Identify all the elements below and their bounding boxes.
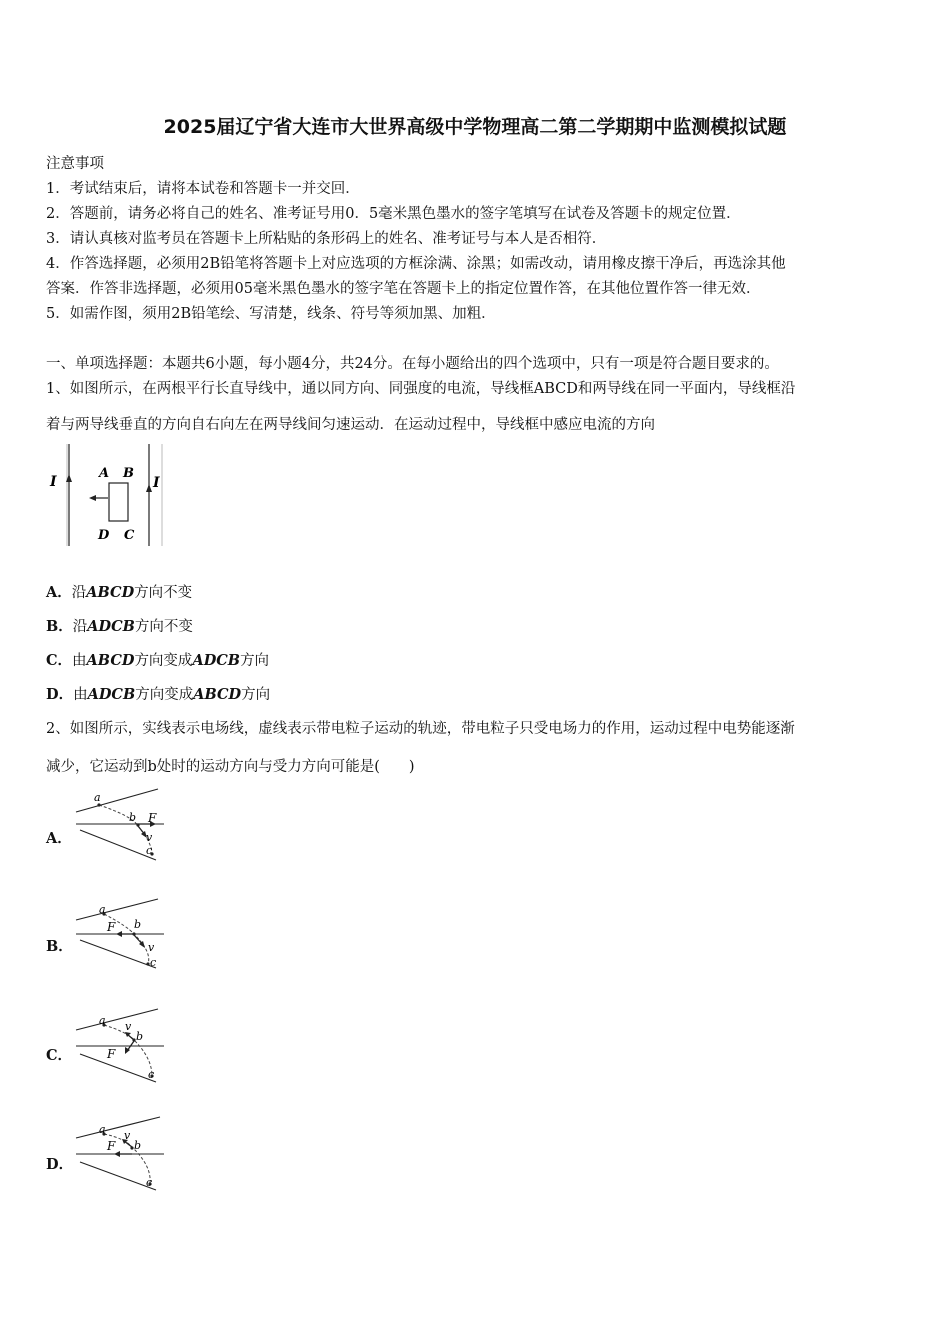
q1-wire-frame-figure <box>44 440 174 552</box>
q2c-force-F: F <box>107 1047 116 1061</box>
q2-option-a-figure <box>72 788 172 864</box>
q1-current-label-left: I <box>50 474 57 490</box>
q2-option-c-figure <box>72 1006 172 1084</box>
q2b-point-a: a <box>99 903 106 916</box>
q2c-point-c: c <box>148 1068 155 1081</box>
q2a-force-F: F <box>148 811 157 825</box>
q2d-velocity-v: v <box>124 1129 131 1142</box>
q2d-force-F: F <box>107 1139 116 1153</box>
q2b-point-b: b <box>134 918 142 931</box>
section-heading: 一、单项选择题：本题共6小题，每小题4分，共24分。在每小题给出的四个选项中，只有一项是符合题目要求的。 <box>46 356 779 372</box>
q2a-point-c: c <box>146 844 153 857</box>
q2-option-d-label[interactable]: D． <box>46 1156 74 1173</box>
q1-stem-line2: 着与两导线垂直的方向自右向左在两导线间匀速运动．在运动过程中，导线框中感应电流的方向 <box>46 417 655 433</box>
q1-vertex-B: B <box>123 466 134 481</box>
q2-option-b-label[interactable]: B． <box>46 938 73 955</box>
q1-current-label-right: I <box>153 475 160 491</box>
q2a-point-b: b <box>129 811 137 824</box>
q2d-point-b: b <box>134 1139 142 1152</box>
q2-stem-line1: 2、如图所示，实线表示电场线，虚线表示带电粒子运动的轨迹，带电粒子只受电场力的作用，运动过程中电势能逐渐 <box>46 721 795 737</box>
q2d-point-c: c <box>146 1176 153 1189</box>
page-title: 2025届辽宁省大连市大世界高级中学物理高二第二学期期中监测模拟试题 <box>163 116 787 138</box>
notice-item-4-cont: 答案．作答非选择题，必须用05毫米黑色墨水的签字笔在答题卡上的指定位置作答，在其他位置作答一律无效． <box>46 281 761 297</box>
notice-item-4: 4．作答选择题，必须用2B铅笔将答题卡上对应选项的方框涂满、涂黑；如需改动，请用橡皮擦干净后，再选涂其他 <box>46 256 786 272</box>
q2b-force-F: F <box>107 920 116 934</box>
q2c-point-b: b <box>136 1030 144 1043</box>
q1-stem-line1: 1、如图所示，在两根平行长直导线中，通以同方向、同强度的电流，导线框ABCD和两导线在同一平面内，导线框沿 <box>46 381 796 397</box>
q2-stem-line2: 减少，它运动到b处时的运动方向与受力方向可能是( ) <box>46 759 415 775</box>
q2-option-d-figure <box>72 1114 172 1192</box>
q1-vertex-D: D <box>98 528 110 543</box>
q2a-point-a: a <box>94 791 101 804</box>
q2c-point-a: a <box>99 1014 106 1027</box>
notice-item-3: 3．请认真核对监考员在答题卡上所粘贴的条形码上的姓名、准考证号与本人是否相符． <box>46 231 607 247</box>
q2-option-a-label[interactable]: A． <box>46 830 72 847</box>
notice-item-2: 2．答题前，请务必将自己的姓名、准考证号用0．5毫米黑色墨水的签字笔填写在试卷及答题卡的规定位置． <box>46 206 741 222</box>
q2c-velocity-v: v <box>125 1020 132 1033</box>
notice-heading: 注意事项 <box>46 156 104 172</box>
notice-item-1: 1．考试结束后，请将本试卷和答题卡一并交回． <box>46 181 360 197</box>
q1-option-d[interactable]: D．由ADCB方向变成ABCD方向 <box>46 686 271 703</box>
q2b-point-c: c <box>150 956 157 969</box>
q1-option-a[interactable]: A．沿ABCD方向不变 <box>46 584 193 601</box>
q1-option-b[interactable]: B．沿ADCB方向不变 <box>46 618 193 635</box>
q2a-velocity-v: v <box>146 831 153 844</box>
notice-item-5: 5．如需作图，须用2B铅笔绘、写清楚，线条、符号等须加黑、加粗． <box>46 306 496 322</box>
q2d-point-a: a <box>99 1123 106 1136</box>
q1-option-c[interactable]: C．由ABCD方向变成ADCB方向 <box>46 652 270 669</box>
q2-option-b-figure <box>72 896 172 972</box>
q1-vertex-C: C <box>124 528 135 543</box>
q2b-velocity-v: v <box>148 941 155 954</box>
q1-vertex-A: A <box>99 466 110 481</box>
q2-option-c-label[interactable]: C． <box>46 1047 73 1064</box>
